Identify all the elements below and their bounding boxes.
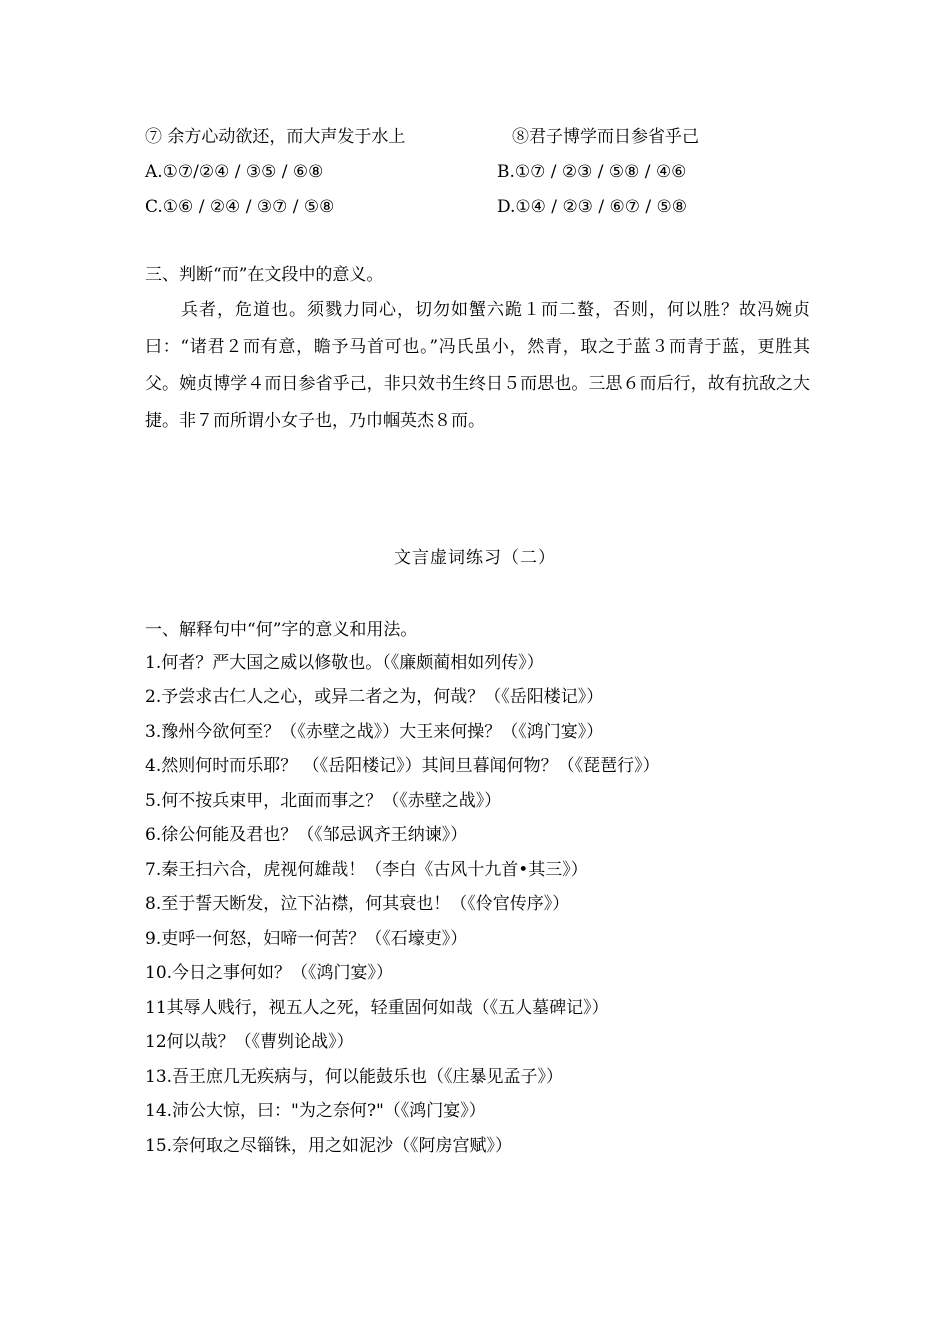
question-item: 3.豫州今欲何至？（《赤壁之战》）大王来何操？（《鸿门宴》） (145, 722, 604, 742)
question-item: 2.予尝求古仁人之心，或异二者之为，何哉？（《岳阳楼记》） (145, 687, 604, 707)
question-item: 13.吾王庶几无疾病与，何以能鼓乐也（《庄暴见孟子》） (145, 1067, 564, 1087)
question-item: 11其辱人贱行，视五人之死，轻重固何如哉（《五人墓碑记》） (145, 998, 609, 1018)
question-item: 10.今日之事何如？（《鸿门宴》） (145, 963, 394, 983)
question-item: 9.吏呼一何怒，妇啼一何苦？（《石壕吏》） (145, 929, 468, 949)
question-item: 15.奈何取之尽锱铢，用之如泥沙（《阿房宫赋》） (145, 1136, 513, 1156)
sentence-item-7: ⑦ 余方心动欲还，而大声发于水上 (145, 127, 406, 147)
question-item: 8.至于誓天断发，泣下沾襟，何其衰也！（《伶官传序》） (145, 894, 570, 914)
question-item: 14.沛公大惊，曰："为之奈何?"（《鸿门宴》） (145, 1101, 486, 1121)
question-item: 7.秦王扫六合，虎视何雄哉！（李白《古风十九首•其三》） (145, 860, 588, 880)
question-item: 5.何不按兵束甲，北面而事之？（《赤壁之战》） (145, 791, 502, 811)
section-three-paragraph: 兵者，危道也。须戮力同心，切勿如蟹六跪１而二螯，否则，何以胜？故冯婉贞曰：“诸君２而有意，瞻予马首可也。”冯氏虽小，然青，取之于蓝３而青于蓝，更胜其父。婉贞博学４而日参省乎己，非只效书生终日５而思也。三思６而后行，故有抗敌之大捷。非７而所谓小女子也，乃巾帼英杰８而。 (145, 300, 810, 431)
question-item: 1.何者？严大国之威以修敬也。（《廉颇蔺相如列传》） (145, 653, 544, 673)
question-item: 4.然则何时而乐耶？ （《岳阳楼记》）其间旦暮闻何物？（《琵琶行》） (145, 756, 660, 776)
sentence-item-8: ⑧君子博学而日参省乎己 (512, 127, 699, 147)
exercise-heading: 一、解释句中“何”字的意义和用法。 (145, 620, 418, 640)
exercise-title: 文言虚词练习（二） (394, 548, 556, 568)
option-d: D.①④ / ②③ / ⑥⑦ / ⑤⑧ (497, 197, 687, 217)
question-item: 12何以哉？（《曹刿论战》） (145, 1032, 354, 1052)
option-a: A.①⑦/②④ / ③⑤ / ⑥⑧ (145, 162, 324, 182)
section-three-heading: 三、判断“而”在文段中的意义。 (145, 265, 384, 285)
option-c: C.①⑥ / ②④ / ③⑦ / ⑤⑧ (145, 197, 335, 217)
question-item: 6.徐公何能及君也？（《邹忌讽齐王纳谏》） (145, 825, 468, 845)
option-b: B.①⑦ / ②③ / ⑤⑧ / ④⑥ (497, 162, 687, 182)
